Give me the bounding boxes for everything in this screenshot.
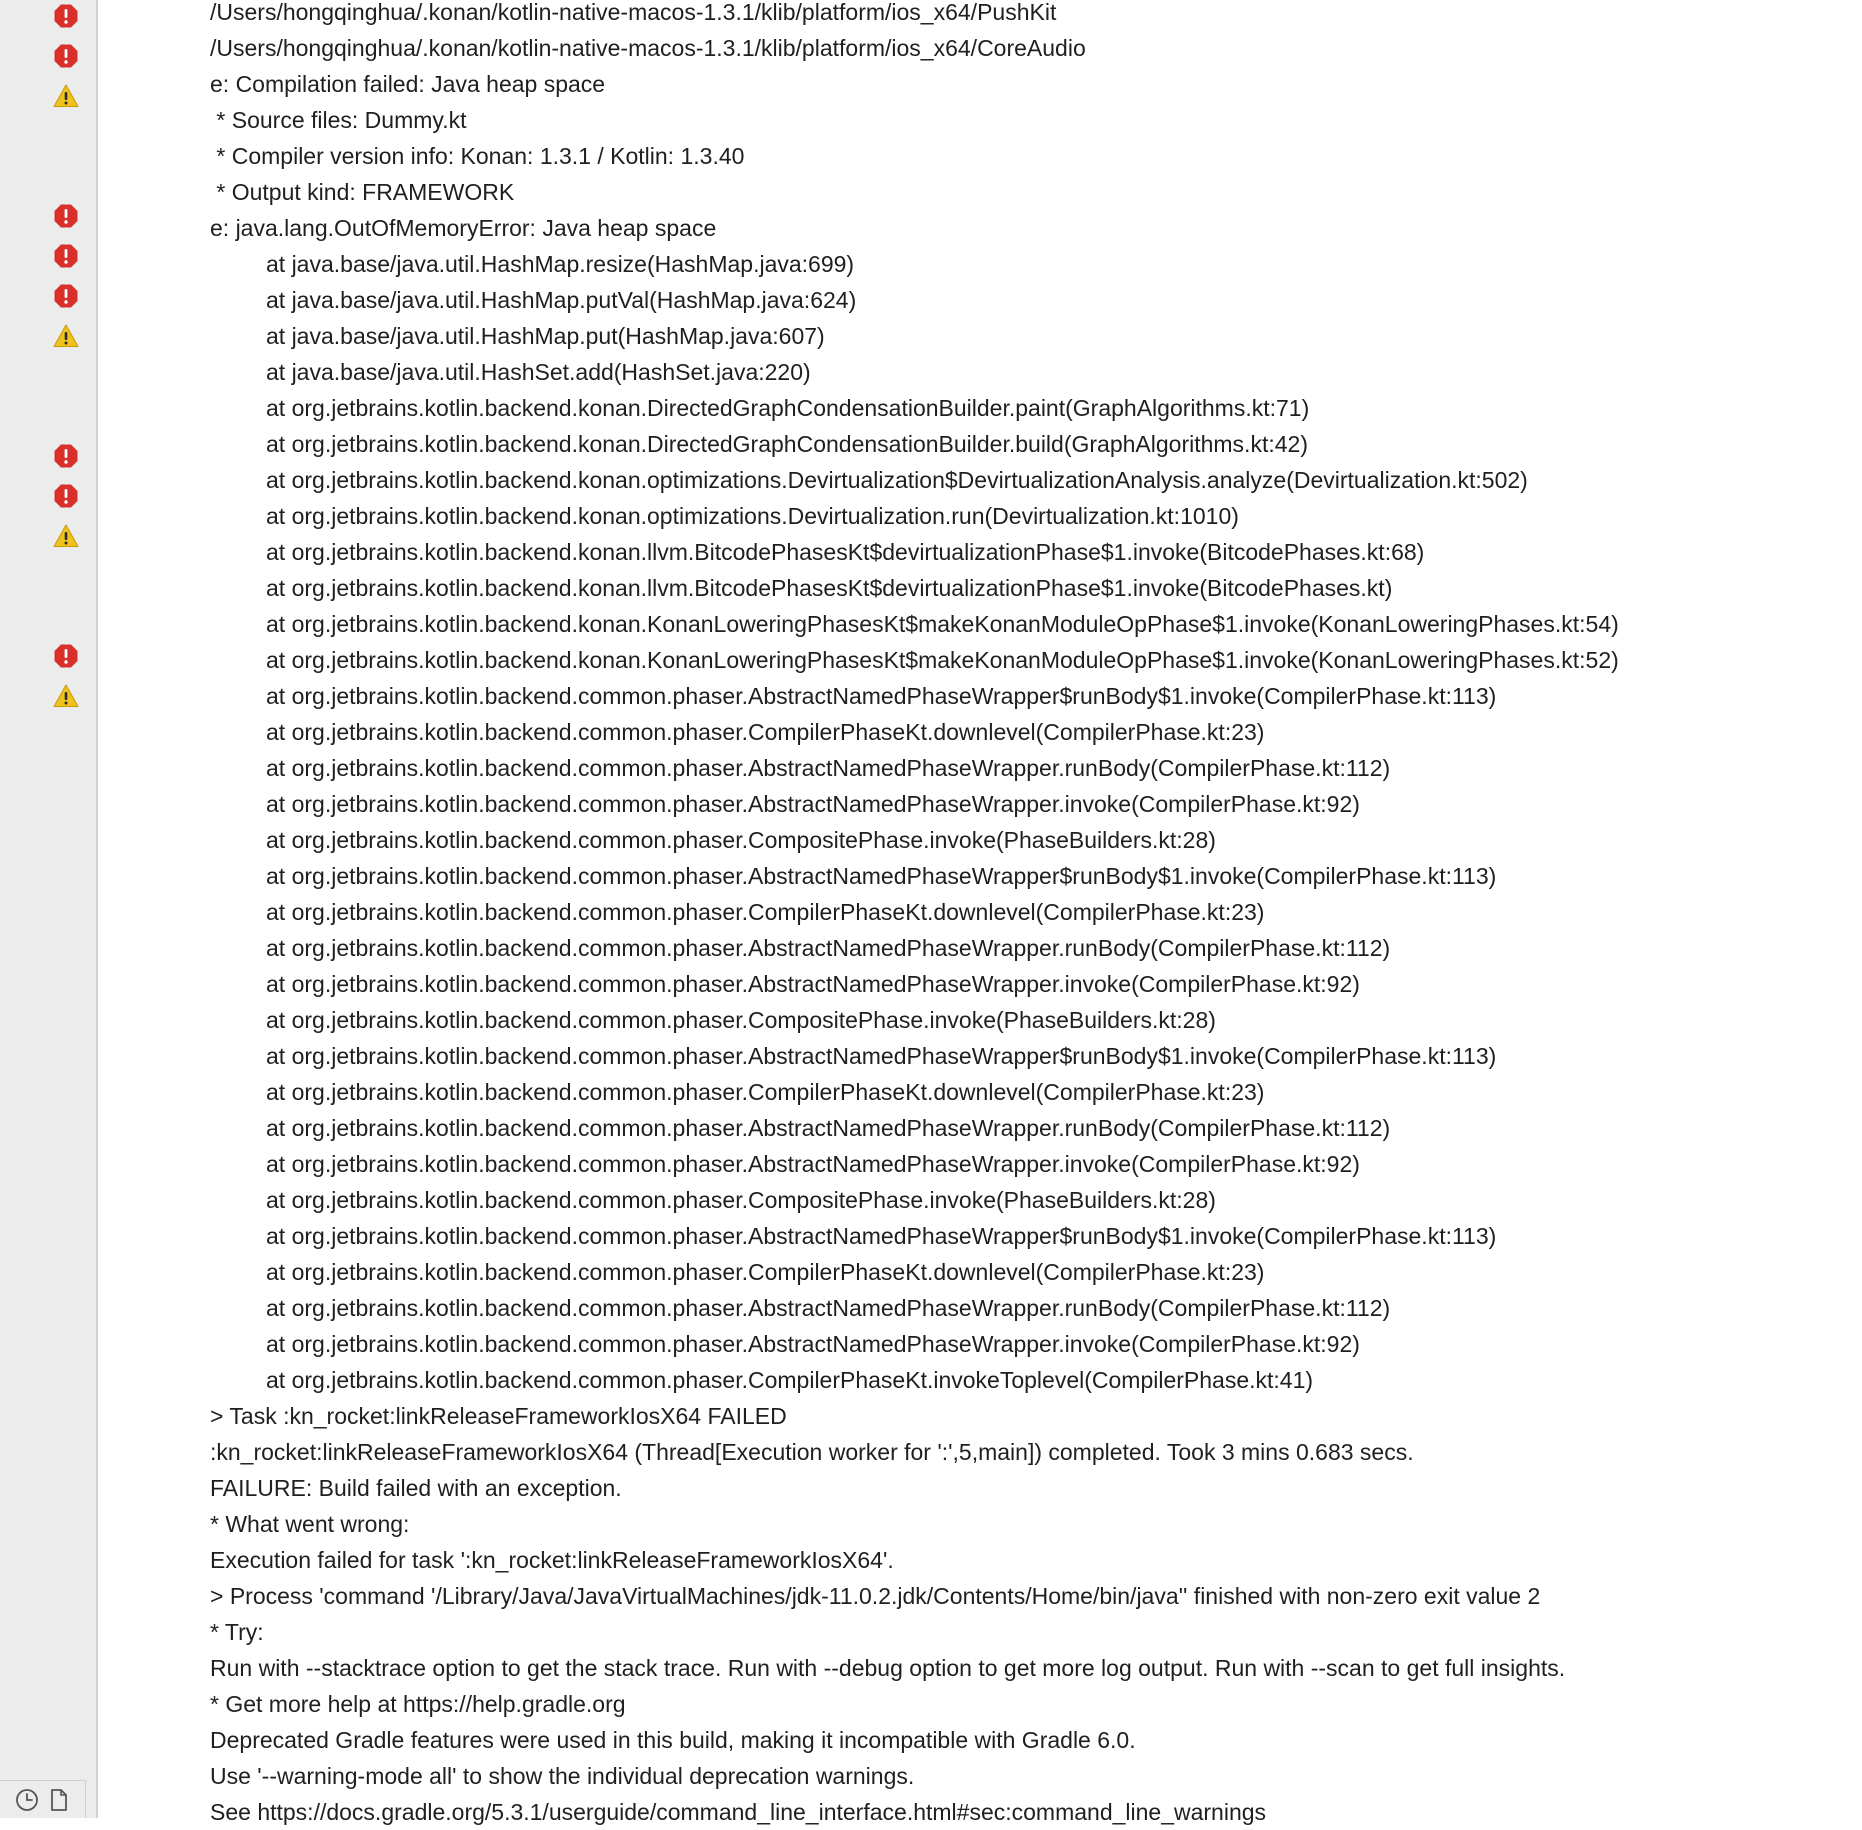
log-line: :kn_rocket:linkReleaseFrameworkIosX64 (Thread[Execution worker for ':',5,main]) completed. Took 3 mins 0.683 secs. xyxy=(210,1439,1414,1465)
log-line: at org.jetbrains.kotlin.backend.konan.KonanLoweringPhasesKt$makeKonanModuleOpPhase$1.invoke(KonanLoweringPhases.kt:54) xyxy=(266,611,1619,637)
error-icon[interactable] xyxy=(53,643,79,669)
log-line: at org.jetbrains.kotlin.backend.konan.KonanLoweringPhasesKt$makeKonanModuleOpPhase$1.invoke(KonanLoweringPhases.kt:52) xyxy=(266,647,1619,673)
log-line: at org.jetbrains.kotlin.backend.common.phaser.AbstractNamedPhaseWrapper.invoke(CompilerPhase.kt:92) xyxy=(266,1331,1360,1357)
log-line: e: Compilation failed: Java heap space xyxy=(210,71,606,97)
log-line: at org.jetbrains.kotlin.backend.common.phaser.AbstractNamedPhaseWrapper$runBody$1.invoke(CompilerPhase.kt:113) xyxy=(266,1223,1497,1249)
build-log xyxy=(210,0,1850,1830)
error-icon[interactable] xyxy=(53,443,79,469)
log-line: Deprecated Gradle features were used in this build, making it incompatible with Gradle 6.0. xyxy=(210,1727,1136,1753)
log-line: at java.base/java.util.HashMap.put(HashMap.java:607) xyxy=(266,323,825,349)
issue-gutter xyxy=(0,0,98,1818)
log-line: at org.jetbrains.kotlin.backend.common.phaser.AbstractNamedPhaseWrapper.runBody(CompilerPhase.kt:112) xyxy=(266,1295,1391,1321)
log-line: at org.jetbrains.kotlin.backend.konan.DirectedGraphCondensationBuilder.build(GraphAlgorithms.kt:42) xyxy=(266,431,1308,457)
log-line: Use '--warning-mode all' to show the individual deprecation warnings. xyxy=(210,1763,915,1789)
log-line: * Output kind: FRAMEWORK xyxy=(210,179,515,205)
log-line: at org.jetbrains.kotlin.backend.common.phaser.CompositePhase.invoke(PhaseBuilders.kt:28) xyxy=(266,827,1216,853)
log-line: at org.jetbrains.kotlin.backend.common.phaser.CompilerPhaseKt.downlevel(CompilerPhase.kt:23) xyxy=(266,899,1265,925)
log-line: at org.jetbrains.kotlin.backend.common.phaser.AbstractNamedPhaseWrapper.runBody(CompilerPhase.kt:112) xyxy=(266,935,1391,961)
error-icon[interactable] xyxy=(53,283,79,309)
log-line: * Get more help at https://help.gradle.org xyxy=(210,1691,626,1717)
log-line: Execution failed for task ':kn_rocket:linkReleaseFrameworkIosX64'. xyxy=(210,1547,894,1573)
gutter-bottom-bar xyxy=(0,1780,86,1818)
error-icon[interactable] xyxy=(53,483,79,509)
log-line: at org.jetbrains.kotlin.backend.konan.optimizations.Devirtualization.run(Devirtualization.kt:1010) xyxy=(266,503,1239,529)
clock-icon[interactable] xyxy=(14,1787,40,1813)
warning-icon[interactable] xyxy=(53,523,79,549)
log-line: See https://docs.gradle.org/5.3.1/userguide/command_line_interface.html#sec:command_line_warnings xyxy=(210,1799,1267,1825)
log-line: * Try: xyxy=(210,1619,264,1645)
log-line: e: java.lang.OutOfMemoryError: Java heap space xyxy=(210,215,717,241)
log-line: at java.base/java.util.HashMap.putVal(HashMap.java:624) xyxy=(266,287,857,313)
log-line: at java.base/java.util.HashSet.add(HashSet.java:220) xyxy=(266,359,811,385)
warning-icon[interactable] xyxy=(53,683,79,709)
error-icon[interactable] xyxy=(53,3,79,29)
error-icon[interactable] xyxy=(53,43,79,69)
log-line: at org.jetbrains.kotlin.backend.common.phaser.AbstractNamedPhaseWrapper.invoke(CompilerPhase.kt:92) xyxy=(266,1151,1360,1177)
warning-icon[interactable] xyxy=(53,323,79,349)
log-line: at org.jetbrains.kotlin.backend.konan.llvm.BitcodePhasesKt$devirtualizationPhase$1.invoke(BitcodePhases.kt:68) xyxy=(266,539,1425,565)
log-line: * Source files: Dummy.kt xyxy=(210,107,467,133)
log-line: at org.jetbrains.kotlin.backend.common.phaser.CompositePhase.invoke(PhaseBuilders.kt:28) xyxy=(266,1187,1216,1213)
log-line: at org.jetbrains.kotlin.backend.common.phaser.CompilerPhaseKt.downlevel(CompilerPhase.kt:23) xyxy=(266,719,1265,745)
log-line: at org.jetbrains.kotlin.backend.common.phaser.AbstractNamedPhaseWrapper.invoke(CompilerPhase.kt:92) xyxy=(266,971,1360,997)
error-icon[interactable] xyxy=(53,203,79,229)
log-line: at org.jetbrains.kotlin.backend.common.phaser.CompilerPhaseKt.downlevel(CompilerPhase.kt:23) xyxy=(266,1079,1265,1105)
log-line: at org.jetbrains.kotlin.backend.konan.llvm.BitcodePhasesKt$devirtualizationPhase$1.invoke(BitcodePhases.kt) xyxy=(266,575,1393,601)
log-line: at org.jetbrains.kotlin.backend.common.phaser.CompilerPhaseKt.downlevel(CompilerPhase.kt:23) xyxy=(266,1259,1265,1285)
log-line: /Users/hongqinghua/.konan/kotlin-native-macos-1.3.1/klib/platform/ios_x64/CoreAudio xyxy=(210,35,1086,61)
log-line: at org.jetbrains.kotlin.backend.common.phaser.CompositePhase.invoke(PhaseBuilders.kt:28) xyxy=(266,1007,1216,1033)
error-icon[interactable] xyxy=(53,243,79,269)
log-line: at org.jetbrains.kotlin.backend.common.phaser.AbstractNamedPhaseWrapper$runBody$1.invoke(CompilerPhase.kt:113) xyxy=(266,683,1497,709)
log-line: at org.jetbrains.kotlin.backend.common.phaser.AbstractNamedPhaseWrapper.runBody(CompilerPhase.kt:112) xyxy=(266,755,1391,781)
log-line: at org.jetbrains.kotlin.backend.common.phaser.AbstractNamedPhaseWrapper$runBody$1.invoke(CompilerPhase.kt:113) xyxy=(266,1043,1497,1069)
log-line: * Compiler version info: Konan: 1.3.1 / Kotlin: 1.3.40 xyxy=(210,143,745,169)
log-line: FAILURE: Build failed with an exception. xyxy=(210,1475,622,1501)
warning-icon[interactable] xyxy=(53,83,79,109)
log-line: at org.jetbrains.kotlin.backend.konan.optimizations.Devirtualization$DevirtualizationAnalysis.analyze(Devirtualization.kt:502) xyxy=(266,467,1528,493)
log-line: at org.jetbrains.kotlin.backend.common.phaser.AbstractNamedPhaseWrapper.invoke(CompilerPhase.kt:92) xyxy=(266,791,1360,817)
log-line: at org.jetbrains.kotlin.backend.konan.DirectedGraphCondensationBuilder.paint(GraphAlgorithms.kt:71) xyxy=(266,395,1310,421)
log-line: /Users/hongqinghua/.konan/kotlin-native-macos-1.3.1/klib/platform/ios_x64/PushKit xyxy=(210,0,1057,25)
log-line: at org.jetbrains.kotlin.backend.common.phaser.AbstractNamedPhaseWrapper.runBody(CompilerPhase.kt:112) xyxy=(266,1115,1391,1141)
log-line: at org.jetbrains.kotlin.backend.common.phaser.AbstractNamedPhaseWrapper$runBody$1.invoke(CompilerPhase.kt:113) xyxy=(266,863,1497,889)
log-line: at org.jetbrains.kotlin.backend.common.phaser.CompilerPhaseKt.invokeToplevel(CompilerPhase.kt:41) xyxy=(266,1367,1314,1393)
document-icon[interactable] xyxy=(46,1787,72,1813)
log-line: at java.base/java.util.HashMap.resize(HashMap.java:699) xyxy=(266,251,855,277)
log-line: > Process 'command '/Library/Java/JavaVirtualMachines/jdk-11.0.2.jdk/Contents/Home/bin/java'' finished with non-zero exit value 2 xyxy=(210,1583,1541,1609)
log-line: > Task :kn_rocket:linkReleaseFrameworkIosX64 FAILED xyxy=(210,1403,787,1429)
log-line: * What went wrong: xyxy=(210,1511,410,1537)
log-line: Run with --stacktrace option to get the stack trace. Run with --debug option to get more log output. Run with --scan to get full insights. xyxy=(210,1655,1566,1681)
